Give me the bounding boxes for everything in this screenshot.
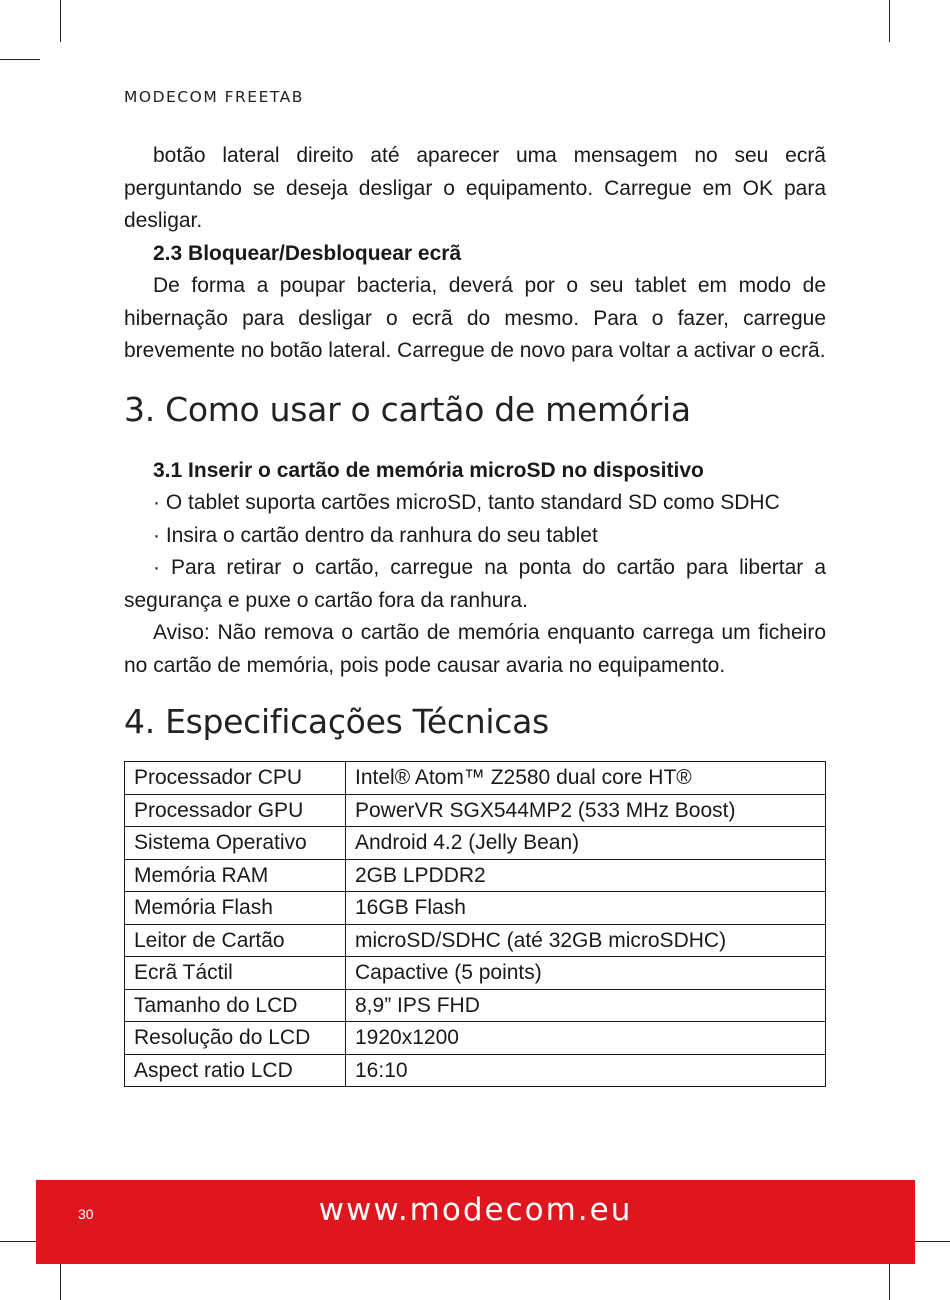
subsection-heading: 3.1 Inserir o cartão de memória microSD no dispositivo <box>153 458 704 482</box>
spec-key: Memória RAM <box>125 859 346 892</box>
table-row <box>125 989 826 1022</box>
table-row <box>125 1054 826 1087</box>
crop-mark <box>60 0 61 42</box>
section-heading: 3. Como usar o cartão de memória <box>124 389 691 429</box>
table-row <box>125 924 826 957</box>
spec-value: PowerVR SGX544MP2 (533 MHz Boost) <box>346 794 826 827</box>
spec-key: Processador CPU <box>125 762 346 795</box>
section-heading: 4. Especificações Técnicas <box>124 702 549 741</box>
spec-table <box>124 761 826 1087</box>
page-content <box>124 140 826 1087</box>
table-row <box>125 892 826 925</box>
warning-paragraph: Aviso: Não remova o cartão de memória enquanto carrega um ficheiro no cartão de memória, pois pode causar avaria no equipamento. <box>124 621 826 677</box>
spec-key: Resolução do LCD <box>125 1022 346 1055</box>
spec-key: Sistema Operativo <box>125 827 346 860</box>
spec-key: Processador GPU <box>125 794 346 827</box>
spec-value: 2GB LPDDR2 <box>346 859 826 892</box>
crop-mark <box>60 1258 61 1300</box>
spec-value: 16:10 <box>346 1054 826 1087</box>
spec-value: Intel® Atom™ Z2580 dual core HT® <box>346 762 826 795</box>
crop-mark <box>889 1258 890 1300</box>
crop-mark <box>0 59 40 60</box>
crop-mark <box>910 1241 950 1242</box>
running-header: MODECOM FREETAB <box>124 88 304 106</box>
spec-value: 16GB Flash <box>346 892 826 925</box>
page-number: 30 <box>78 1206 94 1222</box>
bullet-item: · O tablet suporta cartões microSD, tanto standard SD como SDHC <box>153 491 780 514</box>
spec-key: Memória Flash <box>125 892 346 925</box>
table-row <box>125 762 826 795</box>
spec-value: Capactive (5 points) <box>346 957 826 990</box>
crop-mark <box>0 1241 40 1242</box>
paragraph: De forma a poupar bacteria, deverá por o seu tablet em modo de hibernação para desligar o ecrã do mesmo. Para o fazer, carregue brevemente no botão lateral. Carregue de novo para voltar a activar o ecrã. <box>124 274 826 362</box>
spec-key: Ecrã Táctil <box>125 957 346 990</box>
paragraph: botão lateral direito até aparecer uma mensagem no seu ecrã perguntando se deseja desligar o equipamento. Carregue em OK para desligar. <box>124 144 826 232</box>
table-row <box>125 1022 826 1055</box>
spec-value: 1920x1200 <box>346 1022 826 1055</box>
spec-key: Aspect ratio LCD <box>125 1054 346 1087</box>
spec-key: Tamanho do LCD <box>125 989 346 1022</box>
spec-value: microSD/SDHC (até 32GB microSDHC) <box>346 924 826 957</box>
subsection-heading: 2.3 Bloquear/Desbloquear ecrã <box>153 241 462 265</box>
footer-url-link[interactable]: www.modecom.eu <box>318 1192 633 1228</box>
bullet-item: · Insira o cartão dentro da ranhura do seu tablet <box>153 523 598 547</box>
table-row <box>125 957 826 990</box>
crop-mark <box>889 0 890 42</box>
spec-value: Android 4.2 (Jelly Bean) <box>346 827 826 860</box>
table-row <box>125 794 826 827</box>
bullet-item: · Para retirar o cartão, carregue na ponta do cartão para libertar a segurança e puxe o cartão fora da ranhura. <box>124 556 826 612</box>
table-row <box>125 859 826 892</box>
spec-value: 8,9” IPS FHD <box>346 989 826 1022</box>
table-row <box>125 827 826 860</box>
spec-key: Leitor de Cartão <box>125 924 346 957</box>
footer-band <box>36 1180 915 1264</box>
